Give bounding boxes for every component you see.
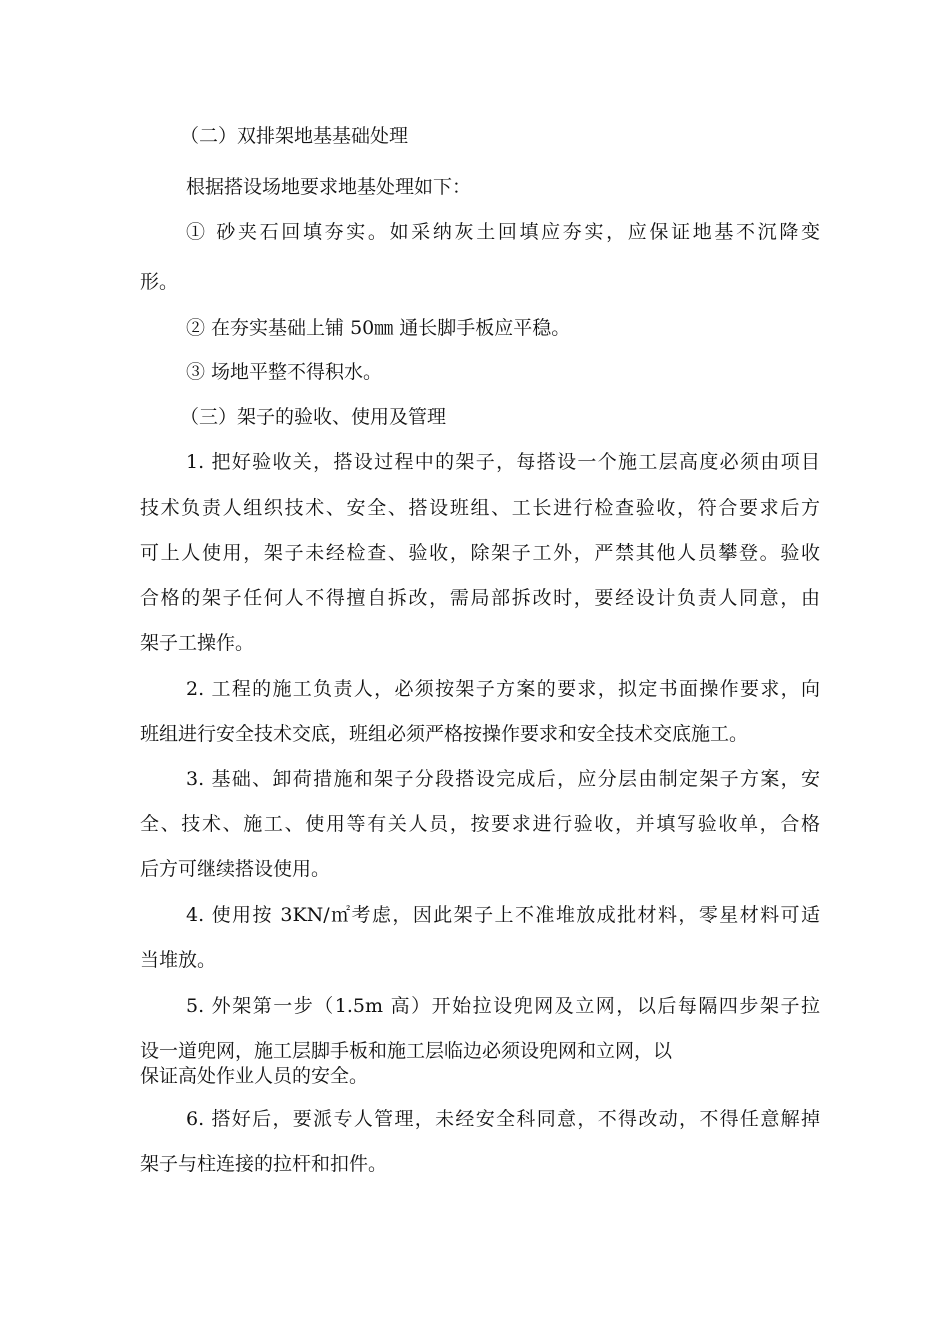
paragraph-6-line-2: 架子与柱连接的拉杆和扣件。	[140, 1153, 388, 1175]
paragraph-5-line-3: 保证高处作业人员的安全。	[140, 1065, 369, 1087]
list-item-1-line-2: 形。	[140, 271, 179, 293]
paragraph-2-line-1: 2. 工程的施工负责人，必须按架子方案的要求，拟定书面操作要求，向	[186, 678, 820, 700]
section-heading-3: （三）架子的验收、使用及管理	[180, 406, 447, 428]
paragraph-2-line-2: 班组进行安全技术交底，班组必须严格按操作要求和安全技术交底施工。	[140, 723, 749, 745]
paragraph-intro: 根据搭设场地要求地基处理如下：	[186, 176, 472, 198]
paragraph-1-line-3: 可上人使用，架子未经检查、验收，除架子工外，严禁其他人员攀登。验收	[140, 542, 820, 564]
paragraph-1-line-5: 架子工操作。	[140, 632, 255, 654]
paragraph-1-line-4: 合格的架子任何人不得擅自拆改，需局部拆改时，要经设计负责人同意，由	[140, 587, 820, 609]
list-item-3: ③ 场地平整不得积水。	[186, 361, 383, 383]
list-item-1-line-1: ① 砂夹石回填夯实。如采纳灰土回填应夯实，应保证地基不沉降变	[186, 221, 820, 243]
paragraph-3-line-2: 全、技术、施工、使用等有关人员，按要求进行验收，并填写验收单，合格	[140, 813, 820, 835]
paragraph-5-line-1: 5. 外架第一步（1.5m 高）开始拉设兜网及立网，以后每隔四步架子拉	[186, 995, 820, 1017]
section-heading-2: （二）双排架地基基础处理	[180, 125, 409, 147]
paragraph-1-line-2: 技术负责人组织技术、安全、搭设班组、工长进行检查验收，符合要求后方	[140, 497, 820, 519]
paragraph-6-line-1: 6. 搭好后，要派专人管理，未经安全科同意，不得改动，不得任意解掉	[186, 1108, 820, 1130]
paragraph-4-line-1: 4. 使用按 3KN/㎡考虑，因此架子上不准堆放成批材料，零星材料可适	[186, 904, 820, 926]
paragraph-3-line-3: 后方可继续搭设使用。	[140, 858, 331, 880]
paragraph-3-line-1: 3. 基础、卸荷措施和架子分段搭设完成后，应分层由制定架子方案，安	[186, 768, 820, 790]
paragraph-1-line-1: 1. 把好验收关，搭设过程中的架子，每搭设一个施工层高度必须由项目	[186, 451, 820, 473]
list-item-2: ② 在夯实基础上铺 50㎜ 通长脚手板应平稳。	[186, 317, 571, 339]
paragraph-4-line-2: 当堆放。	[140, 949, 217, 971]
paragraph-5-line-2: 设一道兜网，施工层脚手板和施工层临边必须设兜网和立网，以	[140, 1040, 673, 1062]
